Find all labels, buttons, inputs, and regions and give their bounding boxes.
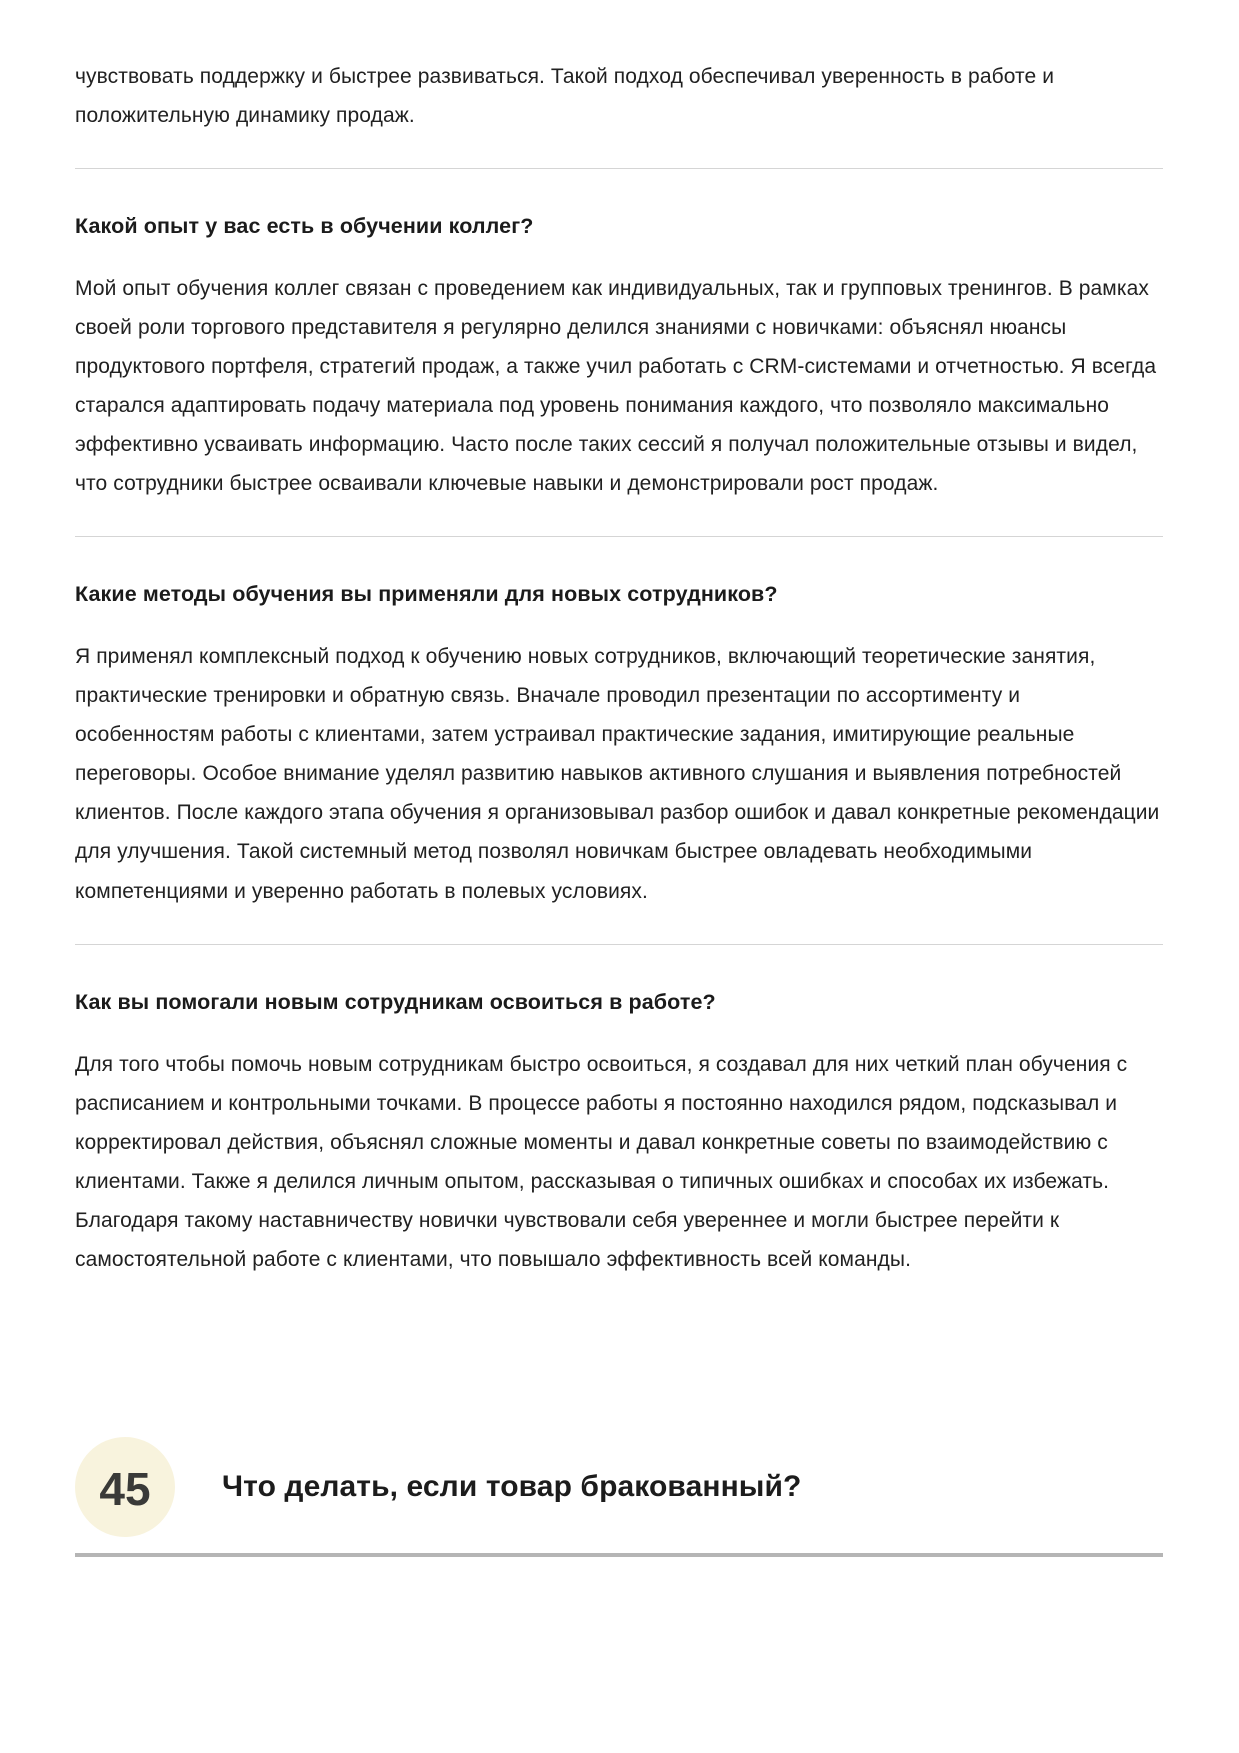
question-heading: Как вы помогали новым сотрудникам освоиться в работе? [75,989,716,1014]
question-heading: Какие методы обучения вы применяли для новых сотрудников? [75,582,778,607]
chapter-number: 45 [99,1462,151,1515]
answer-paragraph: Мой опыт обучения коллег связан с проведением как индивидуальных, так и групповых тренингов. В рамках своей роли торгового представителя я регулярно делился знаниями с новичками: объяснял нюансы продуктового портфеля, стратегий продаж, а также учил работать с CRM-системами и отчетностью. Я всегда старался адаптировать подачу материала под уровень понимания каждого, что позволяло максимально эффективно усваивать информацию. Часто после таких сессий я получал положительные отзывы и видел, что сотрудники быстрее осваивали ключевые навыки и демонстрировали рост продаж. [75,277,1157,496]
section-divider [75,536,1163,537]
qa-section [75,581,1163,910]
question-heading: Какой опыт у вас есть в обучении коллег? [75,214,534,239]
answer-paragraph: Для того чтобы помочь новым сотрудникам быстро освоиться, я создавал для них четкий план обучения с расписанием и контрольными точками. В процессе работы я постоянно находился рядом, подсказывал и корректировал действия, объяснял сложные моменты и давал конкретные советы по взаимодействию с клиентами. Также я делился личным опытом, рассказывая о типичных ошибках и способах их избежать. Благодаря такому наставничеству новички чувствовали себя увереннее и могли быстрее перейти к самостоятельной работе с клиентами, что повышало эффективность всей команды. [75,1052,1128,1271]
qa-section [75,213,1163,503]
answer-paragraph: Я применял комплексный подход к обучению новых сотрудников, включающий теоретические занятия, практические тренировки и обратную связь. Вначале проводил презентации по ассортименту и особенностям работы с клиентами, затем устраивал практические задания, имитирующие реальные переговоры. Особое внимание уделял развитию навыков активного слушания и выявления потребностей клиентов. После каждого этапа обучения я организовывал разбор ошибок и давал конкретные рекомендации для улучшения. Такой системный метод позволял новичкам быстрее овладевать необходимыми компетенциями и уверенно работать в полевых условиях. [75,645,1160,903]
chapter-title: Что делать, если товар бракованный? [222,1470,802,1504]
chapter-header [75,1437,1163,1537]
section-divider [75,168,1163,169]
section-divider [75,944,1163,945]
chapter-number-badge [75,1437,175,1537]
chapter-divider [75,1553,1163,1557]
qa-section [75,989,1163,1279]
paragraph-continuation: чувствовать поддержку и быстрее развиваться. Такой подход обеспечивал уверенность в работе и положительную динамику продаж. [75,65,1055,128]
